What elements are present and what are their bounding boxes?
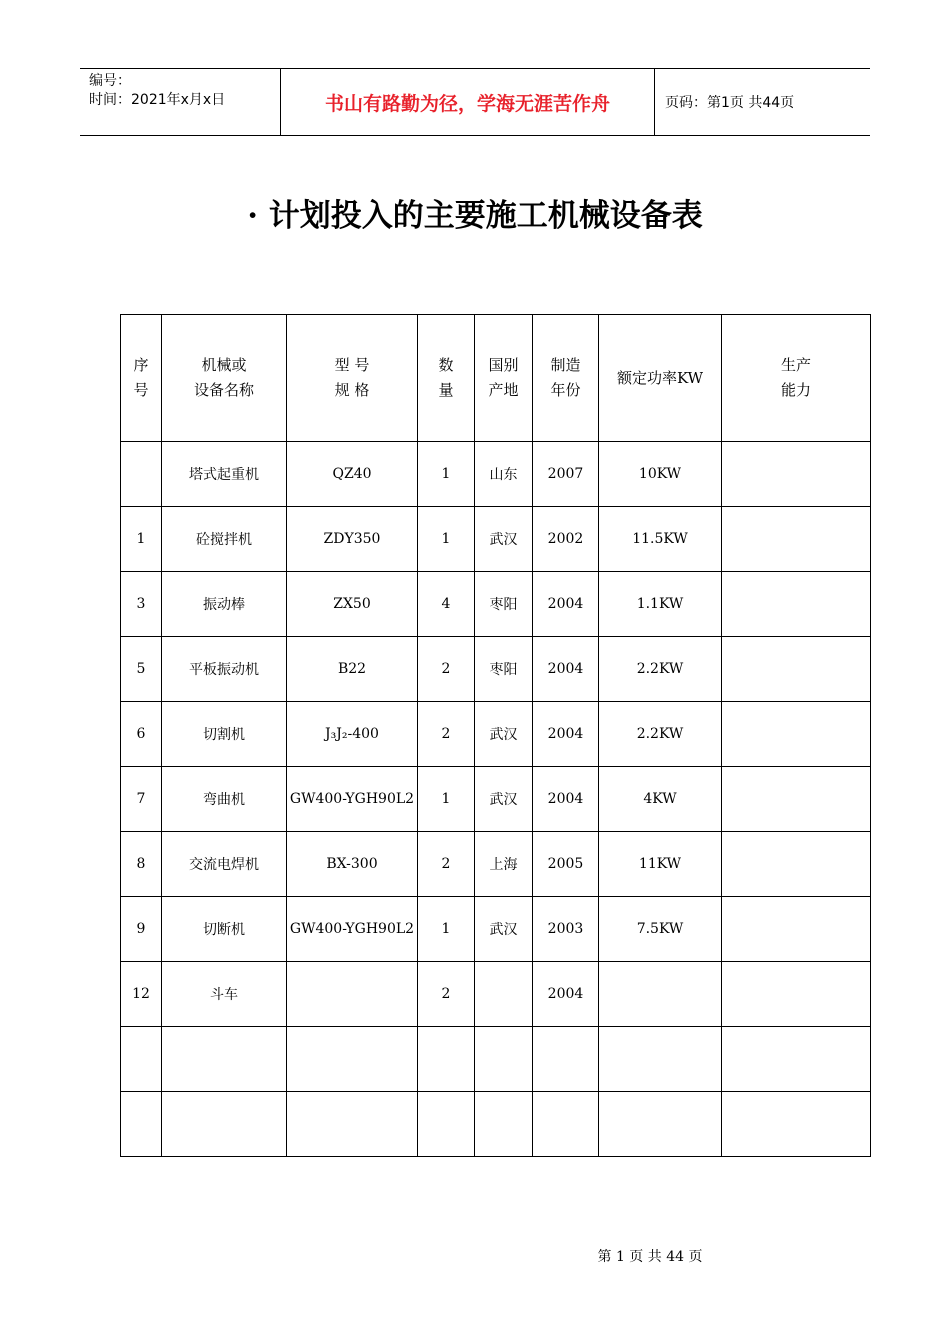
cell-power: 7.5KW <box>599 897 722 962</box>
header-line: 机械或 <box>201 356 247 374</box>
cell-model <box>287 1092 418 1157</box>
page-footer: 第 1 页 共 44 页 <box>597 1249 703 1265</box>
header-line: 产地 <box>488 381 519 399</box>
cell-name: 交流电焊机 <box>162 832 287 897</box>
cell-year: 2003 <box>533 897 599 962</box>
table-row <box>121 572 871 637</box>
page-title: · 计划投入的主要施工机械设备表 <box>247 198 703 234</box>
cell-model: BX-300 <box>287 832 418 897</box>
table-row <box>121 832 871 897</box>
table-row <box>121 1027 871 1092</box>
cell-power: 2.2KW <box>599 702 722 767</box>
cell-power <box>599 962 722 1027</box>
header-origin <box>475 315 533 442</box>
page-info: 页码：第1页 共44页 <box>665 95 795 111</box>
cell-qty: 2 <box>418 962 475 1027</box>
cell-qty: 2 <box>418 702 475 767</box>
cell-name: 塔式起重机 <box>162 442 287 507</box>
cell-capacity <box>722 442 871 507</box>
cell-name: 切断机 <box>162 897 287 962</box>
cell-capacity <box>722 1092 871 1157</box>
cell-seq: 3 <box>121 572 162 637</box>
cell-year: 2004 <box>533 637 599 702</box>
header-line: 能力 <box>780 381 811 399</box>
header-line: 数 <box>438 356 454 374</box>
header-power <box>599 315 722 442</box>
header-name <box>162 315 287 442</box>
header-line: 额定功率KW <box>616 368 704 387</box>
table-body <box>121 442 871 1157</box>
table-row <box>121 962 871 1027</box>
table-row <box>121 507 871 572</box>
cell-model: ZDY350 <box>287 507 418 572</box>
cell-year <box>533 1092 599 1157</box>
cell-power: 2.2KW <box>599 637 722 702</box>
table-row <box>121 1092 871 1157</box>
cell-year: 2007 <box>533 442 599 507</box>
cell-seq: 5 <box>121 637 162 702</box>
header-year <box>533 315 599 442</box>
cell-power: 11.5KW <box>599 507 722 572</box>
cell-name: 切割机 <box>162 702 287 767</box>
cell-seq: 7 <box>121 767 162 832</box>
cell-origin: 山东 <box>475 442 533 507</box>
cell-name: 弯曲机 <box>162 767 287 832</box>
header-line: 年份 <box>550 381 581 399</box>
cell-year: 2002 <box>533 507 599 572</box>
cell-model: ZX50 <box>287 572 418 637</box>
cell-origin: 武汉 <box>475 897 533 962</box>
cell-qty: 1 <box>418 442 475 507</box>
header-capacity <box>722 315 871 442</box>
cell-qty: 2 <box>418 637 475 702</box>
header-line: 号 <box>133 381 149 399</box>
cell-name <box>162 1092 287 1157</box>
table-row <box>121 442 871 507</box>
equipment-table <box>120 314 871 1157</box>
cell-seq: 9 <box>121 897 162 962</box>
cell-year: 2005 <box>533 832 599 897</box>
cell-model: B22 <box>287 637 418 702</box>
header-line: 型 号 <box>334 356 370 374</box>
cell-qty <box>418 1092 475 1157</box>
table-row <box>121 767 871 832</box>
motto: 书山有路勤为径，学海无涯苦作舟 <box>281 69 655 135</box>
cell-name: 砼搅拌机 <box>162 507 287 572</box>
cell-origin: 上海 <box>475 832 533 897</box>
table-row <box>121 897 871 962</box>
cell-capacity <box>722 897 871 962</box>
cell-capacity <box>722 767 871 832</box>
header-line: 制造 <box>550 356 581 374</box>
cell-year: 2004 <box>533 962 599 1027</box>
cell-power: 11KW <box>599 832 722 897</box>
cell-qty <box>418 1027 475 1092</box>
cell-origin <box>475 1027 533 1092</box>
header-line: 量 <box>438 381 454 399</box>
cell-seq: 1 <box>121 507 162 572</box>
cell-model: GW400-YGH90L2 <box>287 897 418 962</box>
cell-seq: 6 <box>121 702 162 767</box>
cell-year: 2004 <box>533 572 599 637</box>
table-row <box>121 637 871 702</box>
cell-capacity <box>722 702 871 767</box>
time-label: 时间：2021年x月x日 <box>89 92 226 108</box>
cell-origin: 武汉 <box>475 702 533 767</box>
cell-power <box>599 1092 722 1157</box>
header-line: 生产 <box>780 356 811 374</box>
cell-capacity <box>722 507 871 572</box>
cell-qty: 1 <box>418 507 475 572</box>
header-line: 序 <box>133 356 149 374</box>
cell-capacity <box>722 962 871 1027</box>
cell-seq <box>121 1092 162 1157</box>
cell-model: QZ40 <box>287 442 418 507</box>
cell-name: 平板振动机 <box>162 637 287 702</box>
cell-model <box>287 1027 418 1092</box>
cell-model: GW400-YGH90L2 <box>287 767 418 832</box>
cell-origin <box>475 1092 533 1157</box>
header-qty <box>418 315 475 442</box>
header-line: 规 格 <box>334 381 370 399</box>
header-line: 设备名称 <box>193 381 254 399</box>
cell-name: 振动棒 <box>162 572 287 637</box>
cell-model <box>287 962 418 1027</box>
cell-power <box>599 1027 722 1092</box>
cell-power: 1.1KW <box>599 572 722 637</box>
cell-qty: 1 <box>418 767 475 832</box>
cell-seq: 8 <box>121 832 162 897</box>
cell-origin: 枣阳 <box>475 637 533 702</box>
cell-model: J₃J₂-400 <box>287 702 418 767</box>
cell-origin: 枣阳 <box>475 572 533 637</box>
cell-capacity <box>722 832 871 897</box>
cell-year: 2004 <box>533 702 599 767</box>
cell-year: 2004 <box>533 767 599 832</box>
cell-seq <box>121 1027 162 1092</box>
cell-capacity <box>722 572 871 637</box>
cell-seq <box>121 442 162 507</box>
cell-seq: 12 <box>121 962 162 1027</box>
cell-capacity <box>722 1027 871 1092</box>
cell-origin <box>475 962 533 1027</box>
cell-qty: 1 <box>418 897 475 962</box>
cell-origin: 武汉 <box>475 767 533 832</box>
cell-capacity <box>722 637 871 702</box>
header-model <box>287 315 418 442</box>
cell-name: 斗车 <box>162 962 287 1027</box>
page-header <box>80 68 870 136</box>
cell-power: 10KW <box>599 442 722 507</box>
cell-origin: 武汉 <box>475 507 533 572</box>
header-seq <box>121 315 162 442</box>
cell-qty: 2 <box>418 832 475 897</box>
cell-year <box>533 1027 599 1092</box>
table-row <box>121 702 871 767</box>
table-header-row <box>121 315 871 442</box>
header-meta <box>80 69 281 135</box>
header-line: 国别 <box>488 356 519 374</box>
cell-qty: 4 <box>418 572 475 637</box>
cell-power: 4KW <box>599 767 722 832</box>
cell-name <box>162 1027 287 1092</box>
number-label: 编号： <box>89 73 131 89</box>
